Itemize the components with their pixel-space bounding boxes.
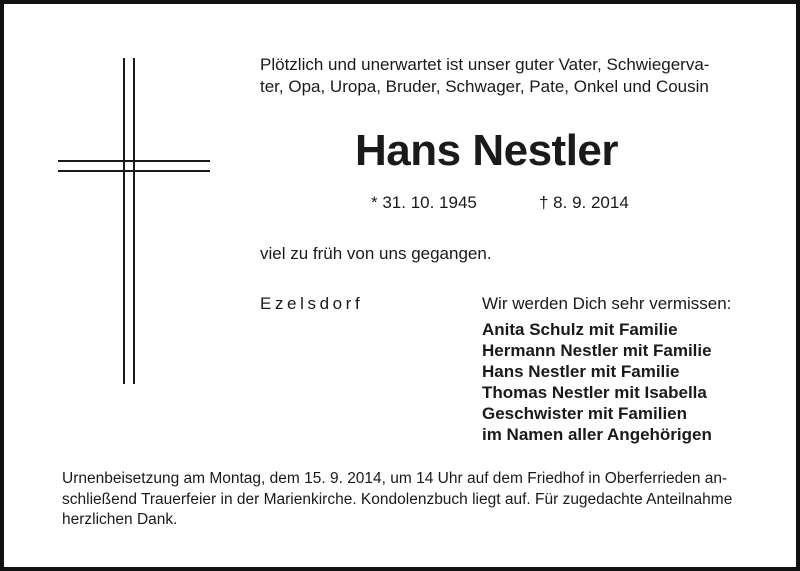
place-name: Ezelsdorf xyxy=(260,294,364,313)
mourners-list xyxy=(482,319,712,445)
miss-text: Wir werden Dich sehr vermissen: xyxy=(482,294,732,313)
funeral-info-line: schließend Trauerfeier in der Marienkirche. Kondolenzbuch liegt auf. Für zugedachte Anteilnahme xyxy=(62,490,733,508)
intro-line: Plötzlich und unerwartet ist unser guter Vater, Schwiegerva- xyxy=(260,55,710,74)
mourner-item: Hermann Nestler mit Familie xyxy=(482,341,712,360)
mourner-item: Geschwister mit Familien xyxy=(482,404,688,423)
funeral-info-line: Urnenbeisetzung am Montag, dem 15. 9. 2014, um 14 Uhr auf dem Friedhof in Oberferrieden an- xyxy=(62,470,728,487)
cross-icon xyxy=(58,58,210,384)
intro-line: ter, Opa, Uropa, Bruder, Schwager, Pate, Onkel und Cousin xyxy=(260,77,709,96)
mourner-item: Hans Nestler mit Familie xyxy=(482,362,680,381)
death-date: † 8. 9. 2014 xyxy=(539,193,629,212)
mourner-item: im Namen aller Angehörigen xyxy=(482,425,712,444)
deceased-name: Hans Nestler xyxy=(355,126,619,175)
mourner-item: Anita Schulz mit Familie xyxy=(482,320,678,339)
mourner-item: Thomas Nestler mit Isabella xyxy=(482,383,707,402)
funeral-info xyxy=(62,469,752,531)
passed-text: viel zu früh von uns gegangen. xyxy=(260,244,492,263)
birth-date: * 31. 10. 1945 xyxy=(371,193,477,212)
intro-text xyxy=(260,54,760,98)
funeral-info-line: herzlichen Dank. xyxy=(62,511,178,528)
